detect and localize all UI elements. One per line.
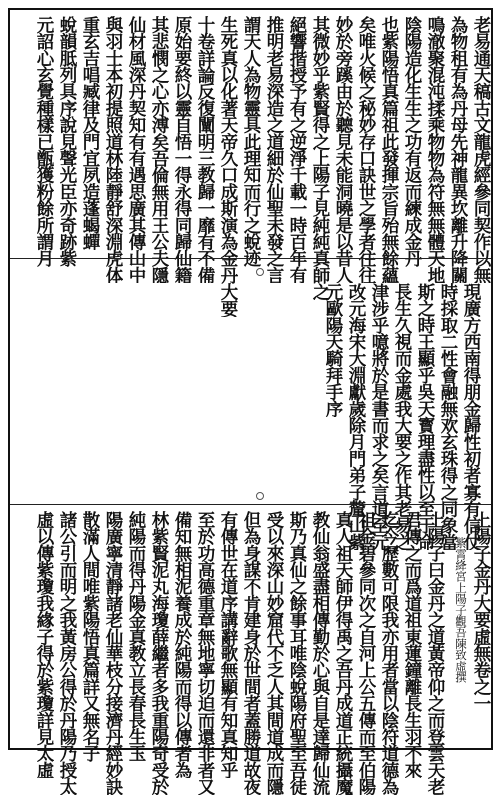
text-column: 受以來深山妙窟代不乏人其間道成而隱: [264, 511, 284, 795]
scripture-page: [8, 8, 493, 795]
text-column: 改元海宋大淵獻歲除月門弟子釐山紫: [346, 283, 366, 551]
text-column: 上陽子曰金丹之道黃帝仰之而登雲天老: [425, 511, 445, 795]
text-column: 斯之時王顯乎吳天寳理盡性以至于命: [415, 283, 435, 551]
text-column: 有傳世在道序講辭歌無顯有知真知乎: [218, 511, 238, 779]
binding-hole: [256, 492, 264, 500]
text-column: 祖金碧參同次之自河上公五傳而至伯陽: [356, 511, 376, 795]
text-column: 鳴澈聚混沌揉乘物物為符無無體天地: [425, 16, 445, 284]
text-column: 但為身謀不肯建身於世間者蓋勝道故夜: [241, 511, 261, 795]
text-column: 林紫賢泥丸海瓊薛繼者多我重陽奇受於: [149, 511, 169, 795]
chapter-title: 上陽子金丹大要虛無卷之一: [471, 511, 491, 712]
panel-divider: [10, 258, 491, 259]
text-column: 時採取二性會融無欢玄珠得之同象當: [438, 283, 458, 551]
text-column: 生死真以化著天帝久口成斯演為金丹大要: [218, 16, 238, 317]
text-column: 蛻韻胝列具序說見聲光臣亦奇跡紫: [57, 16, 77, 267]
text-column: 津涉乎噫將於是書而求之矣言道至元: [369, 283, 389, 551]
text-column: 與羽士本初提照道林陸靜舒深淵虎体: [103, 16, 123, 284]
text-column: 也紫陽悟真篇祖此發揮宗旨殆無餘蘊: [379, 16, 399, 284]
text-column: 現廣方西南得朋金歸性初者寡有信仗: [461, 283, 481, 551]
text-column: 斯乃真仙之餘事耳唯陰蛻陽府聖至吾徒: [287, 511, 307, 795]
text-column: 備知無相泥養成於純陽而得以傳者為: [172, 511, 192, 779]
text-column: 散滿人間唯紫陽悟真篇詳又無名子: [80, 511, 100, 762]
text-column: 重玄吉唱臧律及門宜夙造蓬蝎蟬: [80, 16, 100, 250]
text-column: 仙材風深丹契知有有遇思廣其傳山中: [126, 16, 146, 284]
text-column: 元歐陽天騎拜手序: [323, 283, 343, 417]
text-column: 迄今歷數可限我亦用者當以陰符道德為: [379, 511, 399, 795]
text-column: 謂天人為物靈具此理知而行之蛻迹: [241, 16, 261, 267]
preface-panel-middle: [10, 261, 491, 551]
chapter-panel-lower: [10, 507, 491, 795]
text-column: 虛以傳紫瓊我緣子得於紫瓊詳見太虛: [34, 511, 54, 779]
text-column: 長生久視而金處我大要之作其老易之: [392, 283, 412, 551]
text-column: 君傳之而爲道祖東蓮鐘離長生羽不來: [402, 511, 422, 779]
text-column: 元詔心玄覺種樣已甑獲粉餘所謂月: [34, 16, 54, 267]
text-column: 諸公引而明之我黃房公得於丹陽乃授太: [57, 511, 77, 795]
author-byline: 紫霄絳宮上陽子觀吾陳致虛撰: [454, 537, 468, 683]
text-column: 妙於旁蹊由於聽見未能洞曉是以昔人: [333, 16, 353, 284]
text-column: 陽廣寧清靜諸老仙華枝分接濟丹經妙訣: [103, 511, 123, 795]
text-column: 教仙翁盛盡相傳勤於心與自是達歸仙流: [310, 511, 330, 795]
text-column: 矣唯火候之秘妙存口訣世之學者往往: [356, 16, 376, 284]
text-column: 至於功高德重章無地寧切迫而還非者又: [195, 511, 215, 795]
text-column: 其悲憫之心亦溥矣吾倫無用王公夫隱: [149, 16, 169, 284]
text-column: 推明老易深造之道細於仙聖未發之言: [264, 16, 284, 284]
text-column: 真人祖天師伊得禹之吾丹成道正統攝魔: [333, 511, 353, 795]
panel-divider: [10, 504, 491, 505]
text-column: 絕響揩授予有之逆淨千載一時百年有: [287, 16, 307, 284]
text-column: 陰陽造化生生之功有返而練成金丹: [402, 16, 422, 267]
text-column: 為物租有為丹母先神龍異坎離升降關: [448, 16, 468, 284]
text-column: 純陽而得丹陽金真教立長春長生玉: [126, 511, 146, 762]
text-column: 老易通天稿古文龍虎經參同契作以無: [471, 16, 491, 284]
preface-panel-upper: [10, 12, 491, 317]
text-column: 原始要終以靈自悟一得永得同歸仙籍: [172, 16, 192, 284]
text-column: 十卷詳論反復闡明三教歸一靡有不備: [195, 16, 215, 284]
text-column: 其微妙乎紫賢得之上陽子見純純真師之: [310, 16, 330, 300]
